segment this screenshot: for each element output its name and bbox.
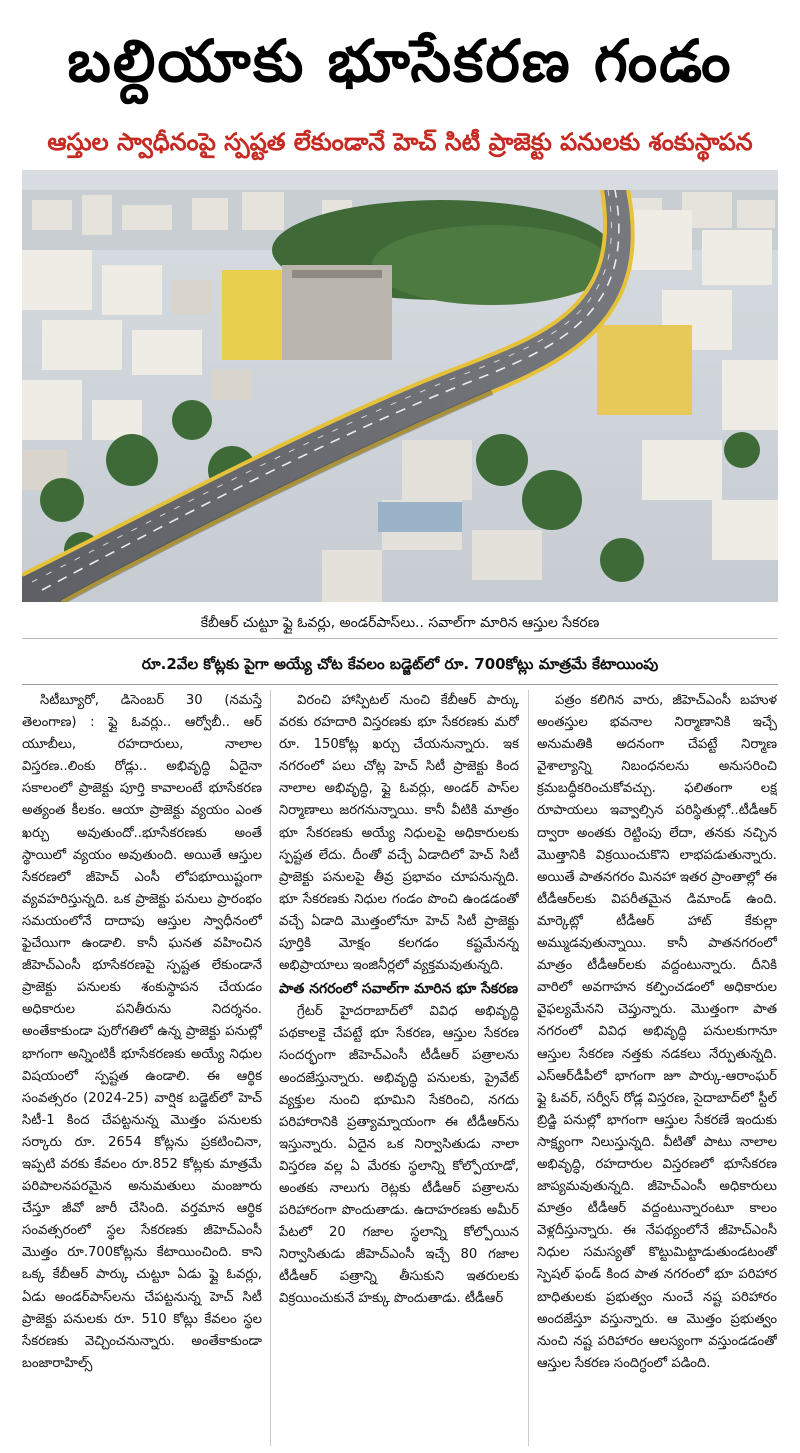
flyover-aerial-photo <box>22 170 778 602</box>
photo-caption: కేబీఆర్ చుట్టూ ఫ్లై ఓవర్లు, అండర్‌పాస్‌లు.. సవాల్‌గా మారిన ఆస్తుల సేకరణ <box>22 608 778 639</box>
headline: బల్దియాకు భూసేకరణ గండం <box>67 27 733 95</box>
deck-line: రూ.2వేల కోట్లకు పైగా అయ్యే చోట కేవలం బడ్జెట్‌లో రూ. 700కోట్లు మాత్రమే కేటాయింపు <box>141 655 659 673</box>
article-paragraph: పత్రం కలిగిన వారు, జీహెచ్ఎంసీ బహుళ అంతస్తుల భవనాల నిర్మాణానికి ఇచ్చే అనుమతికి అదనంగా చేపట్టే నిర్మాణ వైశాల్యాన్ని నిబంధనలను అనుసరించి క్రమబద్ధీకరించుకోవచ్చు. ఫలితంగా లక్ష రూపాయలు ఇవ్వాల్సిన పరిస్థితుల్లో..టీడీఆర్ ద్వారా అంతకు రెట్టింపు లేదా, తనకు నచ్చిన మొత్తానికి విక్రయించుకొని లాభపడుతున్నారు. అయితే పాతనగరం మినహా ఇతర ప్రాంతాల్లో ఈ టీడీఆర్‌లకు విపరీతమైన డిమాండ్ ఉంది. మార్కెట్లో టీడీఆర్ హాట్ కేకుల్లా అమ్ముడవుతున్నాయి. కానీ పాతనగరంలో మాత్రం టీడీఆర్‌లకు వద్దంటున్నారు. దీనికి వారిలో అవగాహన కల్పించడంలో అధికారుల వైఫల్యమేనని చెప్తున్నారు. మొత్తంగా పాత నగరంలో వివిధ అభివృద్ధి పనులకుగానూ ఆస్తుల సేకరణ నత్తకు నడకలు నేర్పుతున్నది. ఎస్ఆర్‌డీపీలో భాగంగా జూ పార్కు-ఆరాంఘర్ ఫ్లై ఓవర్, సర్వీస్ రోడ్ల విస్తరణ, సైదాబాద్‌లో స్టీల్ బ్రిడ్జి పనుల్లో భాగంగా ఆస్తుల సేకరణే ఇందుకు సాక్ష్యంగా నిలుస్తున్నది. వీటితో పాటు నాలాల అభివృద్ధి, రహదారుల విస్తరణలో భూసేకరణ జాప్యమవుతున్నది. జీహెచ్ఎంసీ అధికారులు మాత్రం టీడీఆర్ వద్దంటున్నారంటూ కాలం వెళ్లదీస్తున్నారు. ఈ నేపథ్యంలోనే జీహెచ్ఎంసీ నిధుల సమస్యతో కొట్టుమిట్టాడుతుండటంతో స్పెషల్ ఫండ్ కింద పాత నగరంలో భూ పరిహార బాధితులకు ప్రభుత్వం నుంచే నష్ట పరిహారం అందజేస్తూ వస్తున్నారు. ఆ మొత్తం ప్రభుత్వం నుంచి నష్ట పరిహారం ఆలస్యంగా వస్తుండడంతో ఆస్తుల సేకరణ సందిగ్ధంలో పడింది. <box>537 693 777 1371</box>
subheadline: ఆస్తుల స్వాధీనంపై స్పష్టత లేకుండానే హెచ్ సిటీ ప్రాజెక్టు పనులకు శంకుస్థాపన <box>47 128 753 156</box>
article-paragraph: సిటీబ్యూరో, డిసెంబర్ 30 (నమస్తే తెలంగాణ) : ఫ్లై ఓవర్లు.. ఆర్వోబీ.. ఆర్ యూబీలు, రహదారులు, నాలాల విస్తరణ..లింకు రోడ్లు.. అభివృద్ధి ఏదైనా సకాలంలో ప్రాజెక్టు పూర్తి కావాలంటే భూసేకరణ అత్యంత కీలకం. ఆయా ప్రాజెక్టు వ్యయం ఎంత ఖర్చు అవుతుందో..భూసేకరణకు అంతే స్థాయిలో వ్యయం అవుతుంది. అయితే ఆస్తుల సేకరణలో జీహెచ్ ఎంసీ లోపభూయిష్టంగా వ్యవహరిస్తున్నది. ఒక ప్రాజెక్టు పనులు ప్రారంభం సమయంలోనే దాదాపు ఆస్తుల స్వాధీనంలో ఫైచేయిగా ఉండాలి. కానీ ఘనత వహించిన జీహెచ్ఎంసీ భూసేకరణపై స్పష్టత లేకుండానే ప్రాజెక్టు పనులకు శంకుస్థాపన చేయడం అధికారుల పనితీరును నిదర్శనం. అంతేకాకుండా పురోగతిలో ఉన్న ప్రాజెక్టు పనుల్లో భాగంగా అన్నింటికీ భూసేకరణకు అయ్యే నిధుల విషయంలో స్పష్టత ఉండాలి. ఈ ఆర్థిక సంవత్సరం (2024-25) వార్షిక బడ్జెట్‌లో హెచ్ సిటీ-1 కింద చేపట్టనున్న మొత్తం పనులకు సర్కారు రూ. 2654 కోట్లను ప్రకటించినా, ఇప్పటి వరకు కేవలం రూ.852 కోట్లకు మాత్రమే పరిపాలనపరమైన అనుమతులు మంజూరు చేస్తూ జీవో జారీ చేసింది. వర్తమాన ఆర్థిక సంవత్సరంలో స్థల సేకరణకు జీహెచ్ఎంసీ మొత్తం రూ.700కోట్లను కేటాయించింది. కాని ఒక్క కేబీఆర్ పార్కు చుట్టూ ఏడు ఫ్లై ఓవర్లు, ఏడు అండర్‌పాస్‌లను చేపట్టనున్న హెచ్ సిటీ ప్రాజెక్టు పనులకు రూ. 510 కోట్లు కేవలం స్థల సేకరణకు వెచ్చించనున్నారు. అంతేకాకుండా బంజారాహిల్స్ <box>22 693 262 1371</box>
article-paragraph: గ్రేటర్ హైదరాబాద్‌లో వివిధ అభివృద్ధి పథకాలకై చేపట్టే భూ సేకరణ, ఆస్తుల సేకరణ సందర్భంగా జీహెచ్ఎంసీ టీడీఆర్ పత్రాలను అందజేస్తున్నారు. అభివృద్ధి పనులకు, ప్రైవేట్ వ్యక్తుల నుంచి భూమిని సేకరించి, నగదు పరిహారానికి ప్రత్యామ్నాయంగా ఈ టీడీఆర్‌ను ఇస్తున్నారు. ఏదైన ఒక నిర్వాసితుడు నాలా విస్తరణ వల్ల ఏ మేరకు స్థలాన్ని కోల్పోయాడో, అంతకు నాలుగు రెట్లకు టీడీఆర్ పత్రాలను పరిహారంగా పొందుతాడు. ఉదాహరణకు అమీర్ పేటలో 20 గజాల స్థలాన్ని కోల్పోయిన నిర్వాసితుడు జీహెచ్ఎంసీ ఇచ్చే 80 గజాల టీడీఆర్ పత్రాన్ని తీసుకుని ఇతరులకు విక్రయించుకునే హక్కు పొందుతాడు. టీడీఆర్ <box>279 1004 519 1307</box>
article-column-3 <box>537 690 777 1446</box>
article-column-2 <box>279 690 519 1446</box>
divider <box>22 684 778 685</box>
column-divider <box>270 690 271 1446</box>
column-divider <box>528 690 529 1446</box>
section-subheading: పాత నగరంలో సవాల్‌గా మారిన భూ సేకరణ <box>279 981 519 998</box>
article-column-1 <box>22 690 262 1446</box>
article-paragraph: విరంచి హాస్పిటల్ నుంచి కేబీఆర్ పార్కు వరకు రహదారి విస్తరణకు భూ సేకరణకు మరో రూ. 150కోట్ల ఖర్చు చేయనున్నారు. ఇక నగరంలో పలు చోట్ల హెచ్ సిటీ ప్రాజెక్టు కింద నాలాల అభివృద్ధి, ఫ్లై ఓవర్లు, అండర్ పాస్‌ల నిర్మాణాలు జరగనున్నాయి. కానీ వీటికి మాత్రం భూ సేకరణకు అయ్యే నిధులపై అధికారులకు స్పష్టత లేదు. దీంతో వచ్చే ఏడాదిలో హెచ్ సిటీ ప్రాజెక్టు పనులపై తీవ్ర ప్రభావం చూపనున్నది. భూ సేకరణకు నిధుల గండం పొంచి ఉండడంతో వచ్చే ఏడాది మొత్తంలోనూ హెచ్ సిటీ ప్రాజెక్టు పూర్తికి మోక్షం కలగడం కష్టమేనన్న అభిప్రాయాలు ఇంజినీర్లలో వ్యక్తమవుతున్నది. <box>279 693 519 974</box>
